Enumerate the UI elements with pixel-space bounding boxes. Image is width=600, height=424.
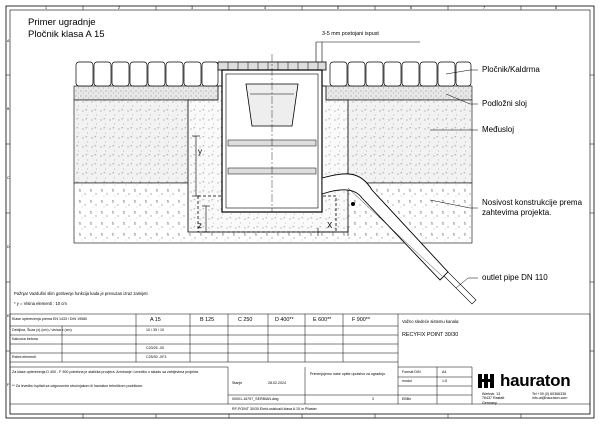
company-contact: Tel +39 (0) 60366336 info-al@hauraton.com bbox=[532, 392, 568, 401]
class-b125: B 125 bbox=[200, 317, 215, 323]
format-value: A4 bbox=[442, 370, 447, 374]
class-d400: D 400** bbox=[275, 317, 294, 323]
status-label: Stanje bbox=[232, 381, 243, 385]
border-letter-e: E bbox=[7, 314, 10, 318]
layer-label-base: Međusloj bbox=[482, 125, 515, 134]
border-letter-f: F bbox=[7, 383, 10, 387]
border-number-1: 1 bbox=[45, 6, 47, 10]
product-heading: Važno sledeće sistemu kanala: bbox=[402, 319, 460, 324]
border-number-2: 2 bbox=[118, 6, 120, 10]
border-number-4: 4 bbox=[264, 6, 266, 10]
warning-note: Pažnja! Vazdušni slim gotitvenje funkcija kada je prevuzan izraz zamijeti bbox=[14, 291, 148, 296]
layer-label-subgrade: Nosivost konstrukcije prema zahtevima projekta. bbox=[482, 198, 583, 217]
row-concrete-value: C20/25 -X0 bbox=[146, 346, 165, 350]
status-date: 28.02.2024 bbox=[268, 381, 286, 385]
dimension-note: 3-5 mm postojani ispust bbox=[322, 31, 379, 37]
class-a15: A 15 bbox=[150, 317, 161, 323]
border-number-6: 6 bbox=[410, 6, 412, 10]
scale-label: modul bbox=[402, 379, 412, 383]
row-edge-label: Rabni elementi bbox=[12, 355, 36, 359]
dimension-z: z bbox=[198, 221, 202, 230]
load-table-footnote-2: ** Za izvedbu ispitati sa odgovornim stručnjakom ili hauraton tehničkom podrškom. bbox=[12, 384, 144, 388]
company-address: Werkstr. 13 76437 Rastatt Germany bbox=[482, 392, 505, 405]
border-number-8: 8 bbox=[555, 6, 557, 10]
brand-name: hauraton bbox=[500, 371, 571, 390]
hauraton-logo-icon bbox=[478, 372, 498, 390]
load-table-header: Klase opterećenja prema EN 1433 / DIN 19580 bbox=[12, 317, 88, 321]
class-f900: F 900** bbox=[352, 317, 370, 323]
pipe-end bbox=[444, 272, 476, 304]
drawing-subtitle: Pločnik klasa A 15 bbox=[28, 29, 105, 40]
layer-label-paving: Pločnik/Kaldrma bbox=[482, 65, 540, 74]
border-number-5: 5 bbox=[337, 6, 339, 10]
border-letter-d: D bbox=[7, 245, 10, 249]
layer-label-bedding: Podložni sloj bbox=[482, 99, 527, 108]
border-letter-b: B bbox=[7, 107, 10, 111]
scale-value: 1:5 bbox=[442, 379, 447, 383]
border-letter-c: C bbox=[7, 176, 10, 180]
language-code: EBBn bbox=[402, 397, 412, 401]
border-number-7: 7 bbox=[483, 6, 485, 10]
dimension-y: y bbox=[198, 147, 202, 156]
row-dimensions-label: Debljina, Šuza (x) (cm) / visina z (cm) bbox=[12, 328, 72, 332]
class-c250: C 250 bbox=[238, 317, 253, 323]
class-e600: E 600** bbox=[313, 317, 332, 323]
y-note: * y = Visina elementi : 10 cm bbox=[14, 301, 67, 306]
border-letter-a: A bbox=[7, 39, 10, 43]
product-name: RECYFIX POINT 30/30 bbox=[402, 332, 459, 338]
sediment-bucket bbox=[246, 84, 298, 126]
drawing-number: 00001-16797_SERBIAN.dwg bbox=[232, 397, 279, 401]
row-concrete-label: Kakvoća betona bbox=[12, 337, 38, 341]
drawing-title: Primer ugradnje bbox=[28, 17, 96, 28]
revision: 3 bbox=[372, 397, 374, 401]
dimension-x: X bbox=[327, 221, 333, 230]
row-dimensions-value: 10 / 35 / 10 bbox=[146, 328, 164, 332]
description: Primenjujemo naše opšte uputstvo za ugradnju. bbox=[310, 372, 386, 376]
border-number-3: 3 bbox=[191, 6, 193, 10]
load-table-footnote: Za klase opterećenja D 400 - F 900 potrebna je statička provjera. Armiranje i izvedbu u skladu sa zahtjevima projekta. bbox=[12, 370, 199, 374]
row-edge-value: C25/30 -XF3 bbox=[146, 355, 167, 359]
outlet-label: outlet pipe DN 110 bbox=[482, 273, 548, 282]
footer-title: RF-POINT 30/30 Elekt-usisivači klasa A 15 in Pilaster bbox=[232, 407, 317, 411]
pipe-seal-marker bbox=[351, 202, 355, 206]
format-label: Format DIN bbox=[402, 370, 421, 374]
